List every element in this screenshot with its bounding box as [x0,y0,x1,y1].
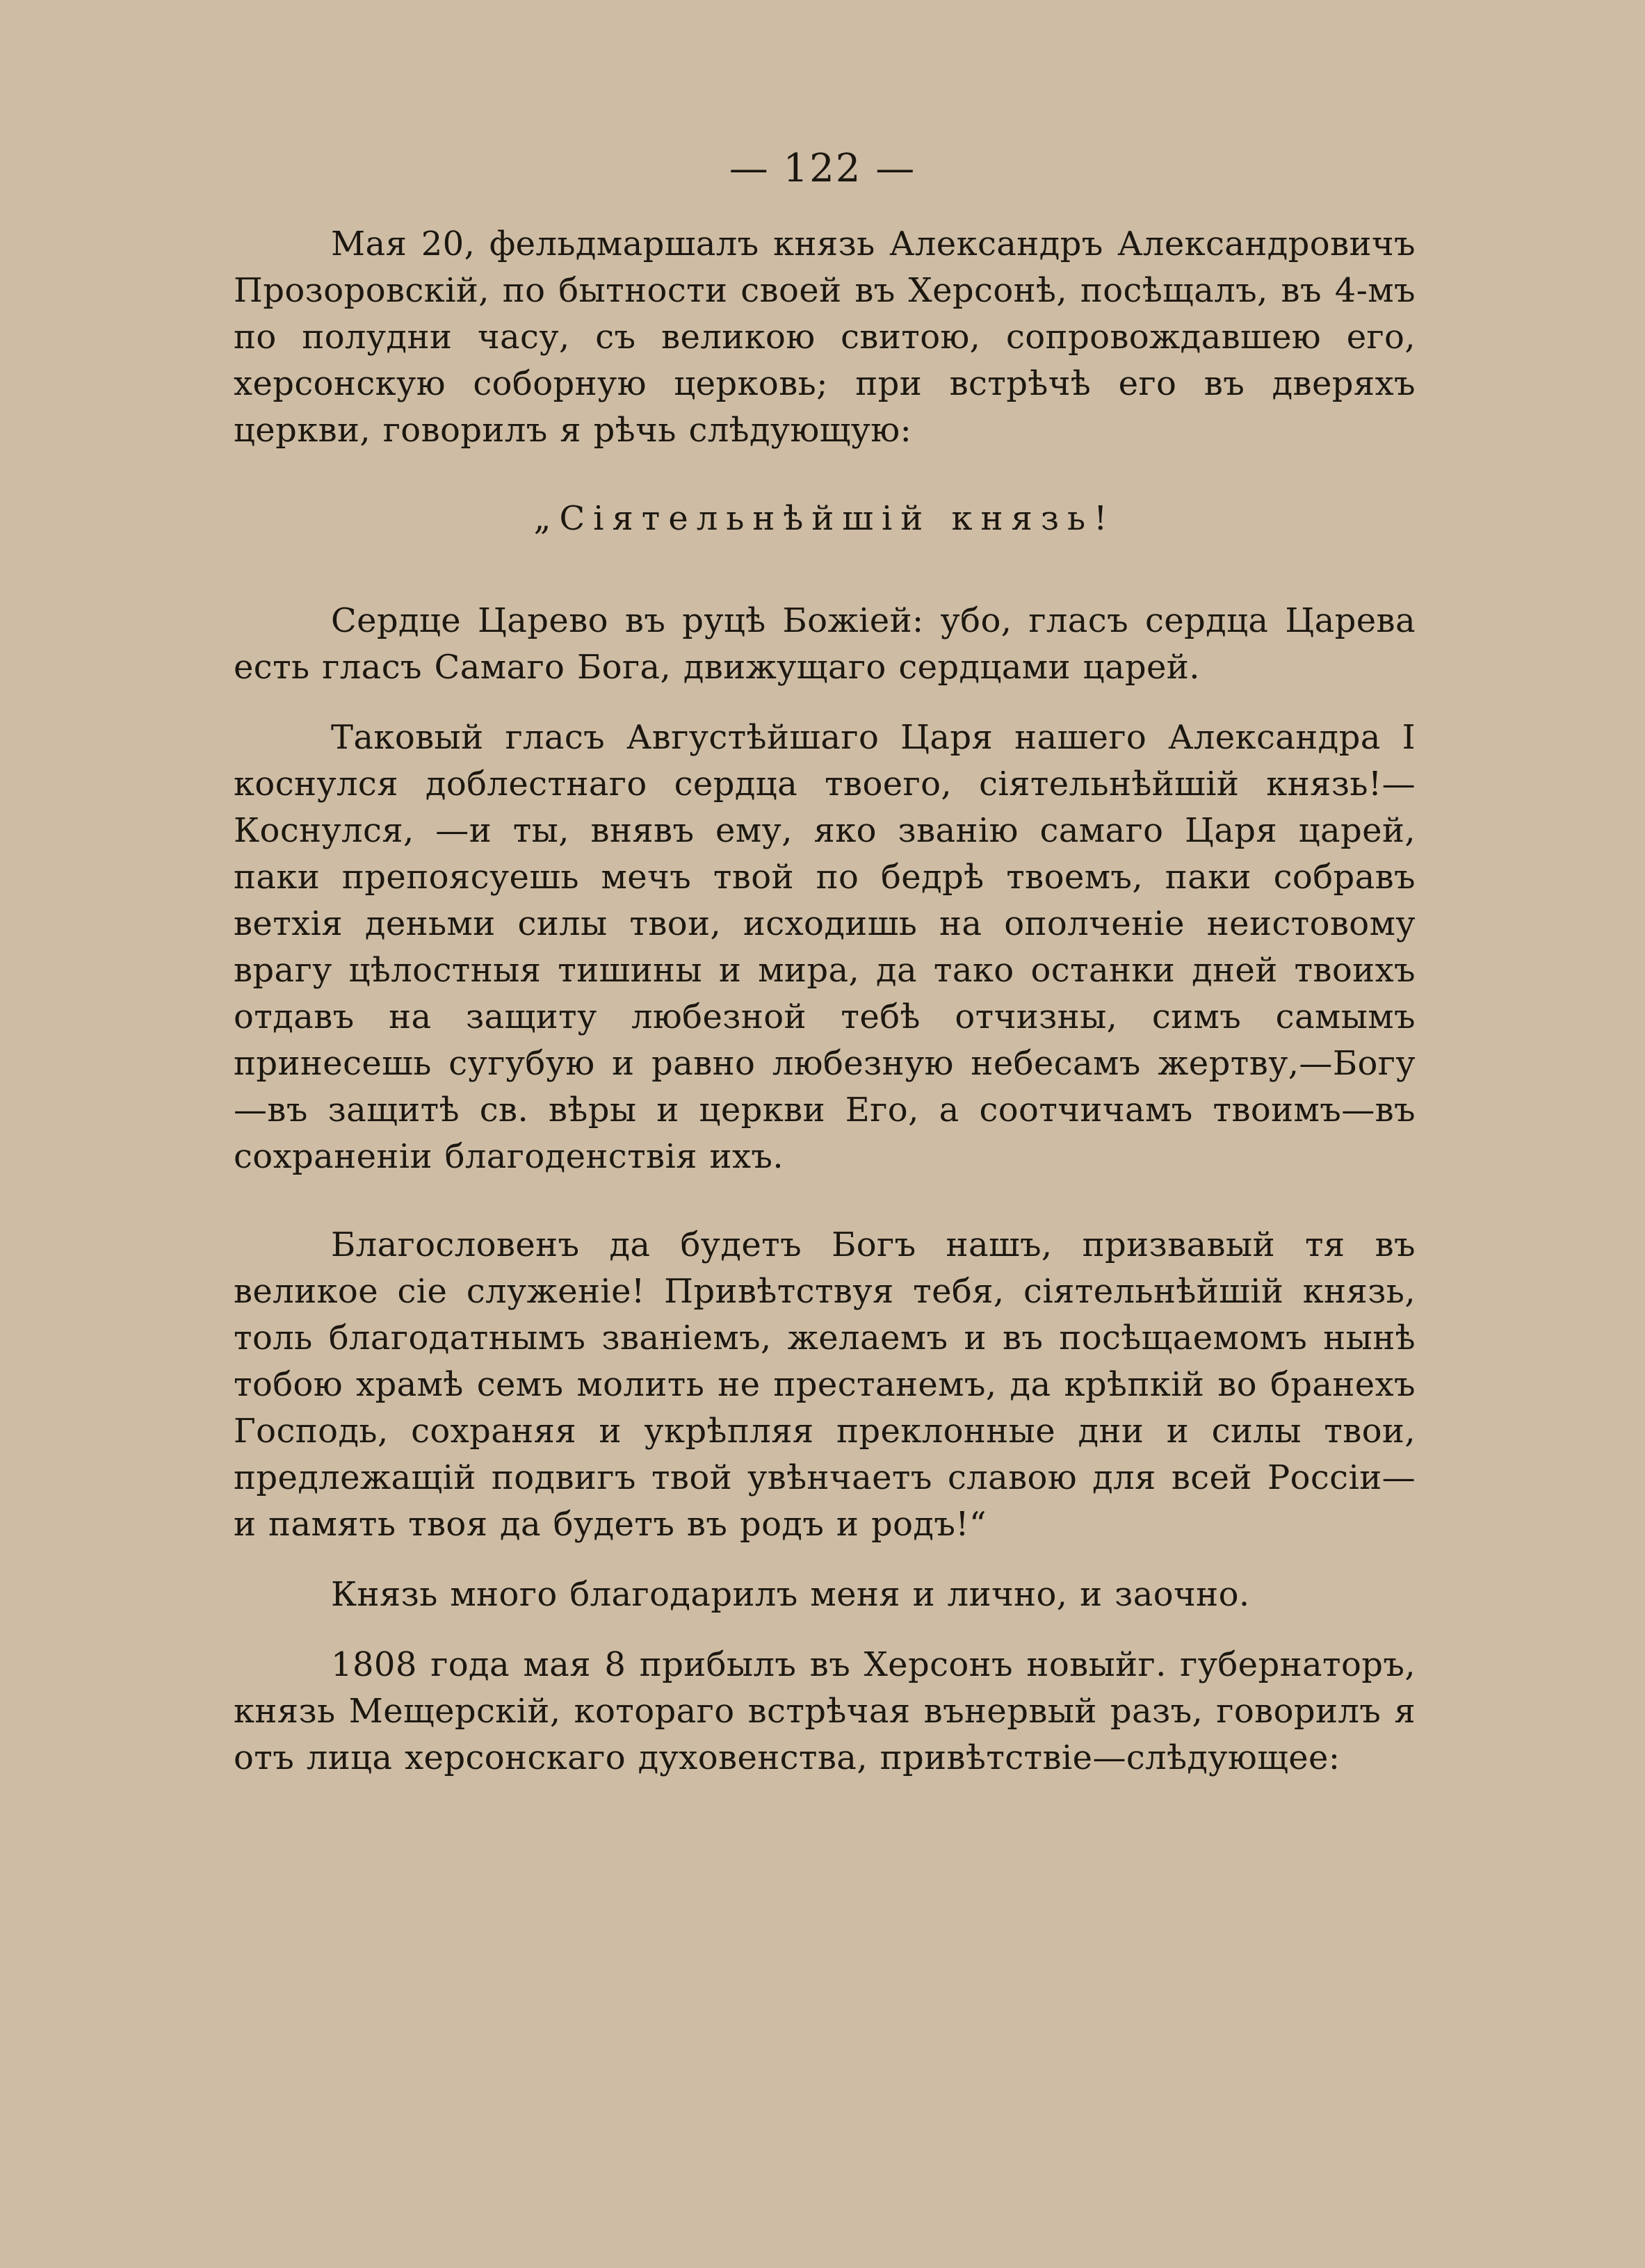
speech-salutation: „Сіятельнѣйшій князь! [533,499,1116,538]
paragraph-speech-3: Благословенъ да будетъ Богъ нашъ, призвавый тя въ великое сіе служеніе! Привѣтствуя тебя, сіятельнѣйшій князь, толь благодатнымъ званіемъ, желаемъ и въ посѣщаемомъ нынѣ тобою храмѣ семъ молить не престанемъ, да крѣпкій во бранехъ Господь, сохраняя и укрѣпляя преклонные дни и силы твои, предлежащій подвигъ твой увѣнчаетъ славою для всей Россіи—и память твоя да будетъ въ родъ и родъ!“ [234,1225,1416,1544]
body-text [234,221,1416,1805]
paragraph-intro: Мая 20, фельдмаршалъ князь Александръ Александровичъ Прозоровскій, по бытности своей въ Херсонѣ, посѣщалъ, въ 4-мъ по полудни часу, съ великою свитою, сопровождавшею его, херсонскую соборную церковь; при встрѣчѣ его въ дверяхъ церкви, говорилъ я рѣчь слѣдующую: [234,225,1416,450]
paragraph-speech-2: Таковый гласъ Августѣйшаго Царя нашего Александра I коснулся доблестнаго сердца твоего, сіятельнѣйшій князь!—Коснулся, —и ты, внявъ ему, яко званію самаго Царя царей, паки препоясуешь мечъ твой по бедрѣ твоемъ, паки собравъ ветхія деньми силы твои, исходишь на ополченіе неистовому врагу цѣлостныя тишины и мира, да тако останки дней твоихъ отдавъ на защиту любезной тебѣ отчизны, симъ самымъ принесешь сугубую и равно любезную небесамъ жертву,—Богу—въ защитѣ св. вѣры и церкви Его, а соотчичамъ твоимъ—въ сохраненіи благоденствія ихъ. [234,718,1416,1176]
paragraph-thanks: Князь много благодарилъ меня и лично, и заочно. [331,1575,1250,1614]
paragraph-1808: 1808 года мая 8 прибылъ въ Херсонъ новыйг. губернаторъ, князь Мещерскій, котораго встрѣчая вънервый разъ, говорилъ я отъ лица херсонскаго духовенства, привѣтствіе—слѣдующее: [234,1645,1416,1777]
page-number: — 122 — [729,146,916,191]
paragraph-speech-1: Сердце Царево въ руцѣ Божіей: убо, гласъ сердца Царева есть гласъ Самаго Бога, движущаго сердцами царей. [234,601,1416,687]
